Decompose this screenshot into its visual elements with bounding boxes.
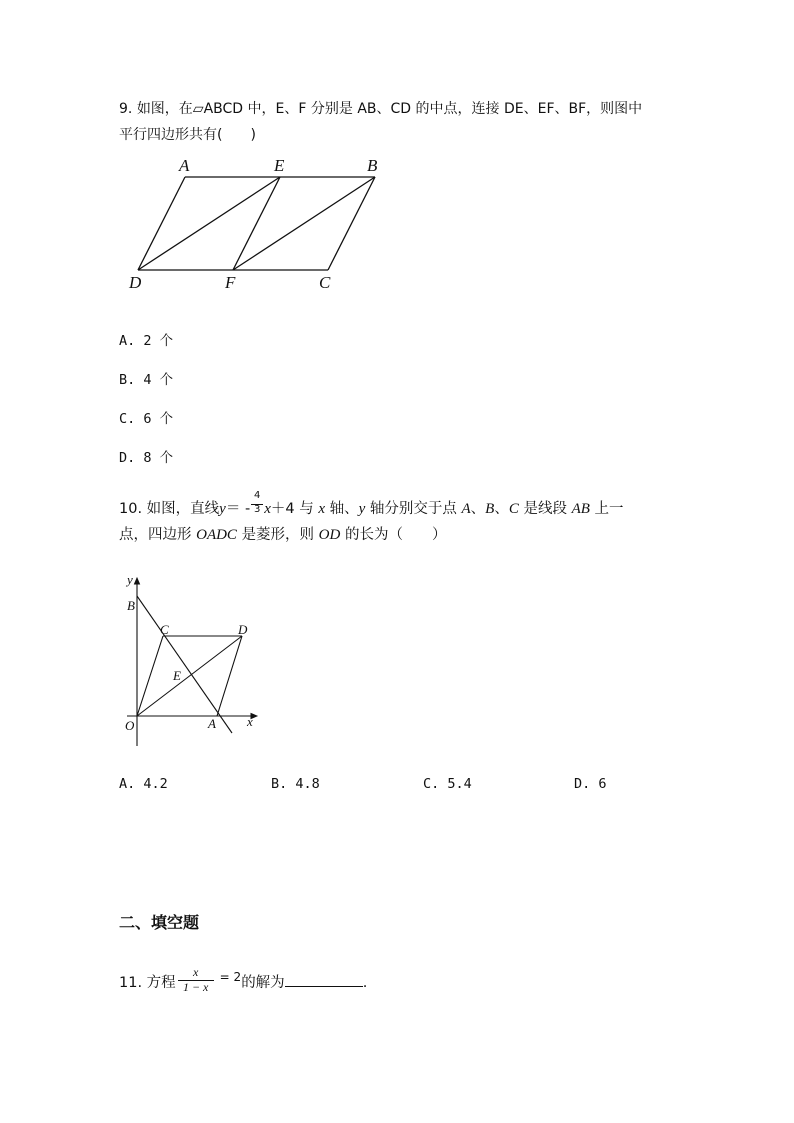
option-text: 8 个 (143, 450, 174, 466)
option-text: 2 个 (143, 333, 174, 349)
frac-num: 4 (254, 490, 261, 501)
q10-text-line1 (119, 490, 624, 522)
label-O: O (125, 718, 135, 733)
var-x: x (318, 501, 325, 517)
equals-minus: ＝ - (225, 501, 251, 517)
option-letter: B. (119, 372, 136, 388)
label-B: B (127, 598, 135, 613)
label-y: y (127, 572, 133, 587)
label-D: D (129, 273, 142, 292)
q9-number: 9. (119, 101, 133, 117)
label-A: A (208, 716, 216, 731)
point-C: C (508, 501, 519, 517)
segment-DA (138, 177, 185, 270)
option-letter: A. (119, 776, 136, 792)
q10-option-a[interactable] (119, 776, 168, 792)
q9-parallelogram-figure (125, 150, 395, 295)
label-F: F (225, 273, 236, 292)
option-letter: C. (423, 776, 440, 792)
option-text: 4.2 (143, 776, 168, 792)
option-text: 6 (598, 776, 607, 792)
point-B: B (485, 501, 495, 517)
q10-text: 是菱形，则 (241, 527, 315, 543)
frac-num: x (193, 965, 199, 979)
label-A: A (179, 156, 190, 175)
fraction-x-over-1-minus-x (176, 965, 220, 994)
option-text: 4.8 (295, 776, 320, 792)
label-E: E (274, 156, 285, 175)
parallelogram-symbol-icon: ▱ (192, 101, 204, 117)
option-letter: B. (271, 776, 288, 792)
label-B: B (367, 156, 378, 175)
label-C: C (160, 622, 169, 637)
var-y: y (219, 501, 226, 517)
equals-two: = 2 (219, 970, 242, 984)
segment-OC (137, 636, 163, 716)
var-y: y (358, 501, 366, 517)
point-A: A (461, 501, 471, 517)
diagonal-OD (137, 636, 242, 716)
q9-option-d[interactable] (119, 446, 173, 466)
q9-line1-rest: ABCD 中，E、F 分别是 AB、CD 的中点，连接 DE、EF、BF，则图中 (203, 101, 643, 117)
q10-option-d[interactable] (574, 776, 607, 792)
q11-text-part: 的解为 (241, 975, 285, 991)
segment-CB (328, 177, 375, 270)
option-letter: C. (119, 411, 136, 427)
q10-text: 的长为（ ） (344, 527, 447, 543)
q10-text: 上一 (594, 501, 624, 517)
q10-text: 轴、 (329, 501, 359, 517)
label-E: E (173, 668, 181, 683)
q10-text: 如图，直线 (146, 501, 220, 517)
q11-text-part: 方程 (146, 975, 176, 991)
q10-option-c[interactable] (423, 776, 472, 792)
frac-den: 1 − x (182, 980, 209, 994)
period: . (362, 975, 368, 991)
option-letter: A. (119, 333, 136, 349)
separator: 、 (470, 501, 486, 517)
label-C: C (319, 273, 331, 292)
q10-text: 轴分别交于点 (369, 501, 457, 517)
option-text: 5.4 (447, 776, 472, 792)
q10-rhombus-figure (115, 568, 265, 748)
q11-text (119, 965, 368, 996)
separator: 、 (494, 501, 509, 517)
q9-option-c[interactable] (119, 407, 173, 427)
segment-FB (233, 177, 375, 270)
q10-text: 点，四边形 (119, 527, 192, 543)
q9-option-b[interactable] (119, 368, 173, 388)
segment-OD-label: OD (318, 527, 341, 543)
q9-text-line1 (119, 96, 642, 122)
option-text: 4 个 (143, 372, 174, 388)
segment-DE (138, 177, 280, 270)
quad-OADC: OADC (196, 527, 237, 543)
q9-prefix: 如图，在 (136, 101, 193, 117)
option-letter: D. (574, 776, 591, 792)
plus-four: ＋4 与 (270, 501, 314, 517)
var-x: x (264, 501, 271, 517)
q10-number: 10. (119, 501, 143, 517)
option-letter: D. (119, 450, 136, 466)
segment-FE (233, 177, 280, 270)
option-text: 6 个 (143, 411, 174, 427)
frac-den: 3 (254, 504, 261, 515)
segment-AB-label: AB (571, 501, 590, 517)
section-heading: 二、填空题 (119, 913, 200, 932)
q10-option-b[interactable] (271, 776, 320, 792)
segment-DA (217, 636, 242, 716)
answer-blank[interactable] (285, 970, 363, 987)
label-x: x (247, 714, 253, 729)
label-D: D (238, 622, 248, 637)
fraction-4-3 (250, 490, 264, 516)
q10-text: 是线段 (523, 501, 567, 517)
q9-option-a[interactable] (119, 329, 173, 349)
q11-number: 11. (119, 975, 143, 991)
q10-text-line2 (119, 522, 446, 548)
q9-text-line2: 平行四边形共有( ) (119, 127, 256, 143)
